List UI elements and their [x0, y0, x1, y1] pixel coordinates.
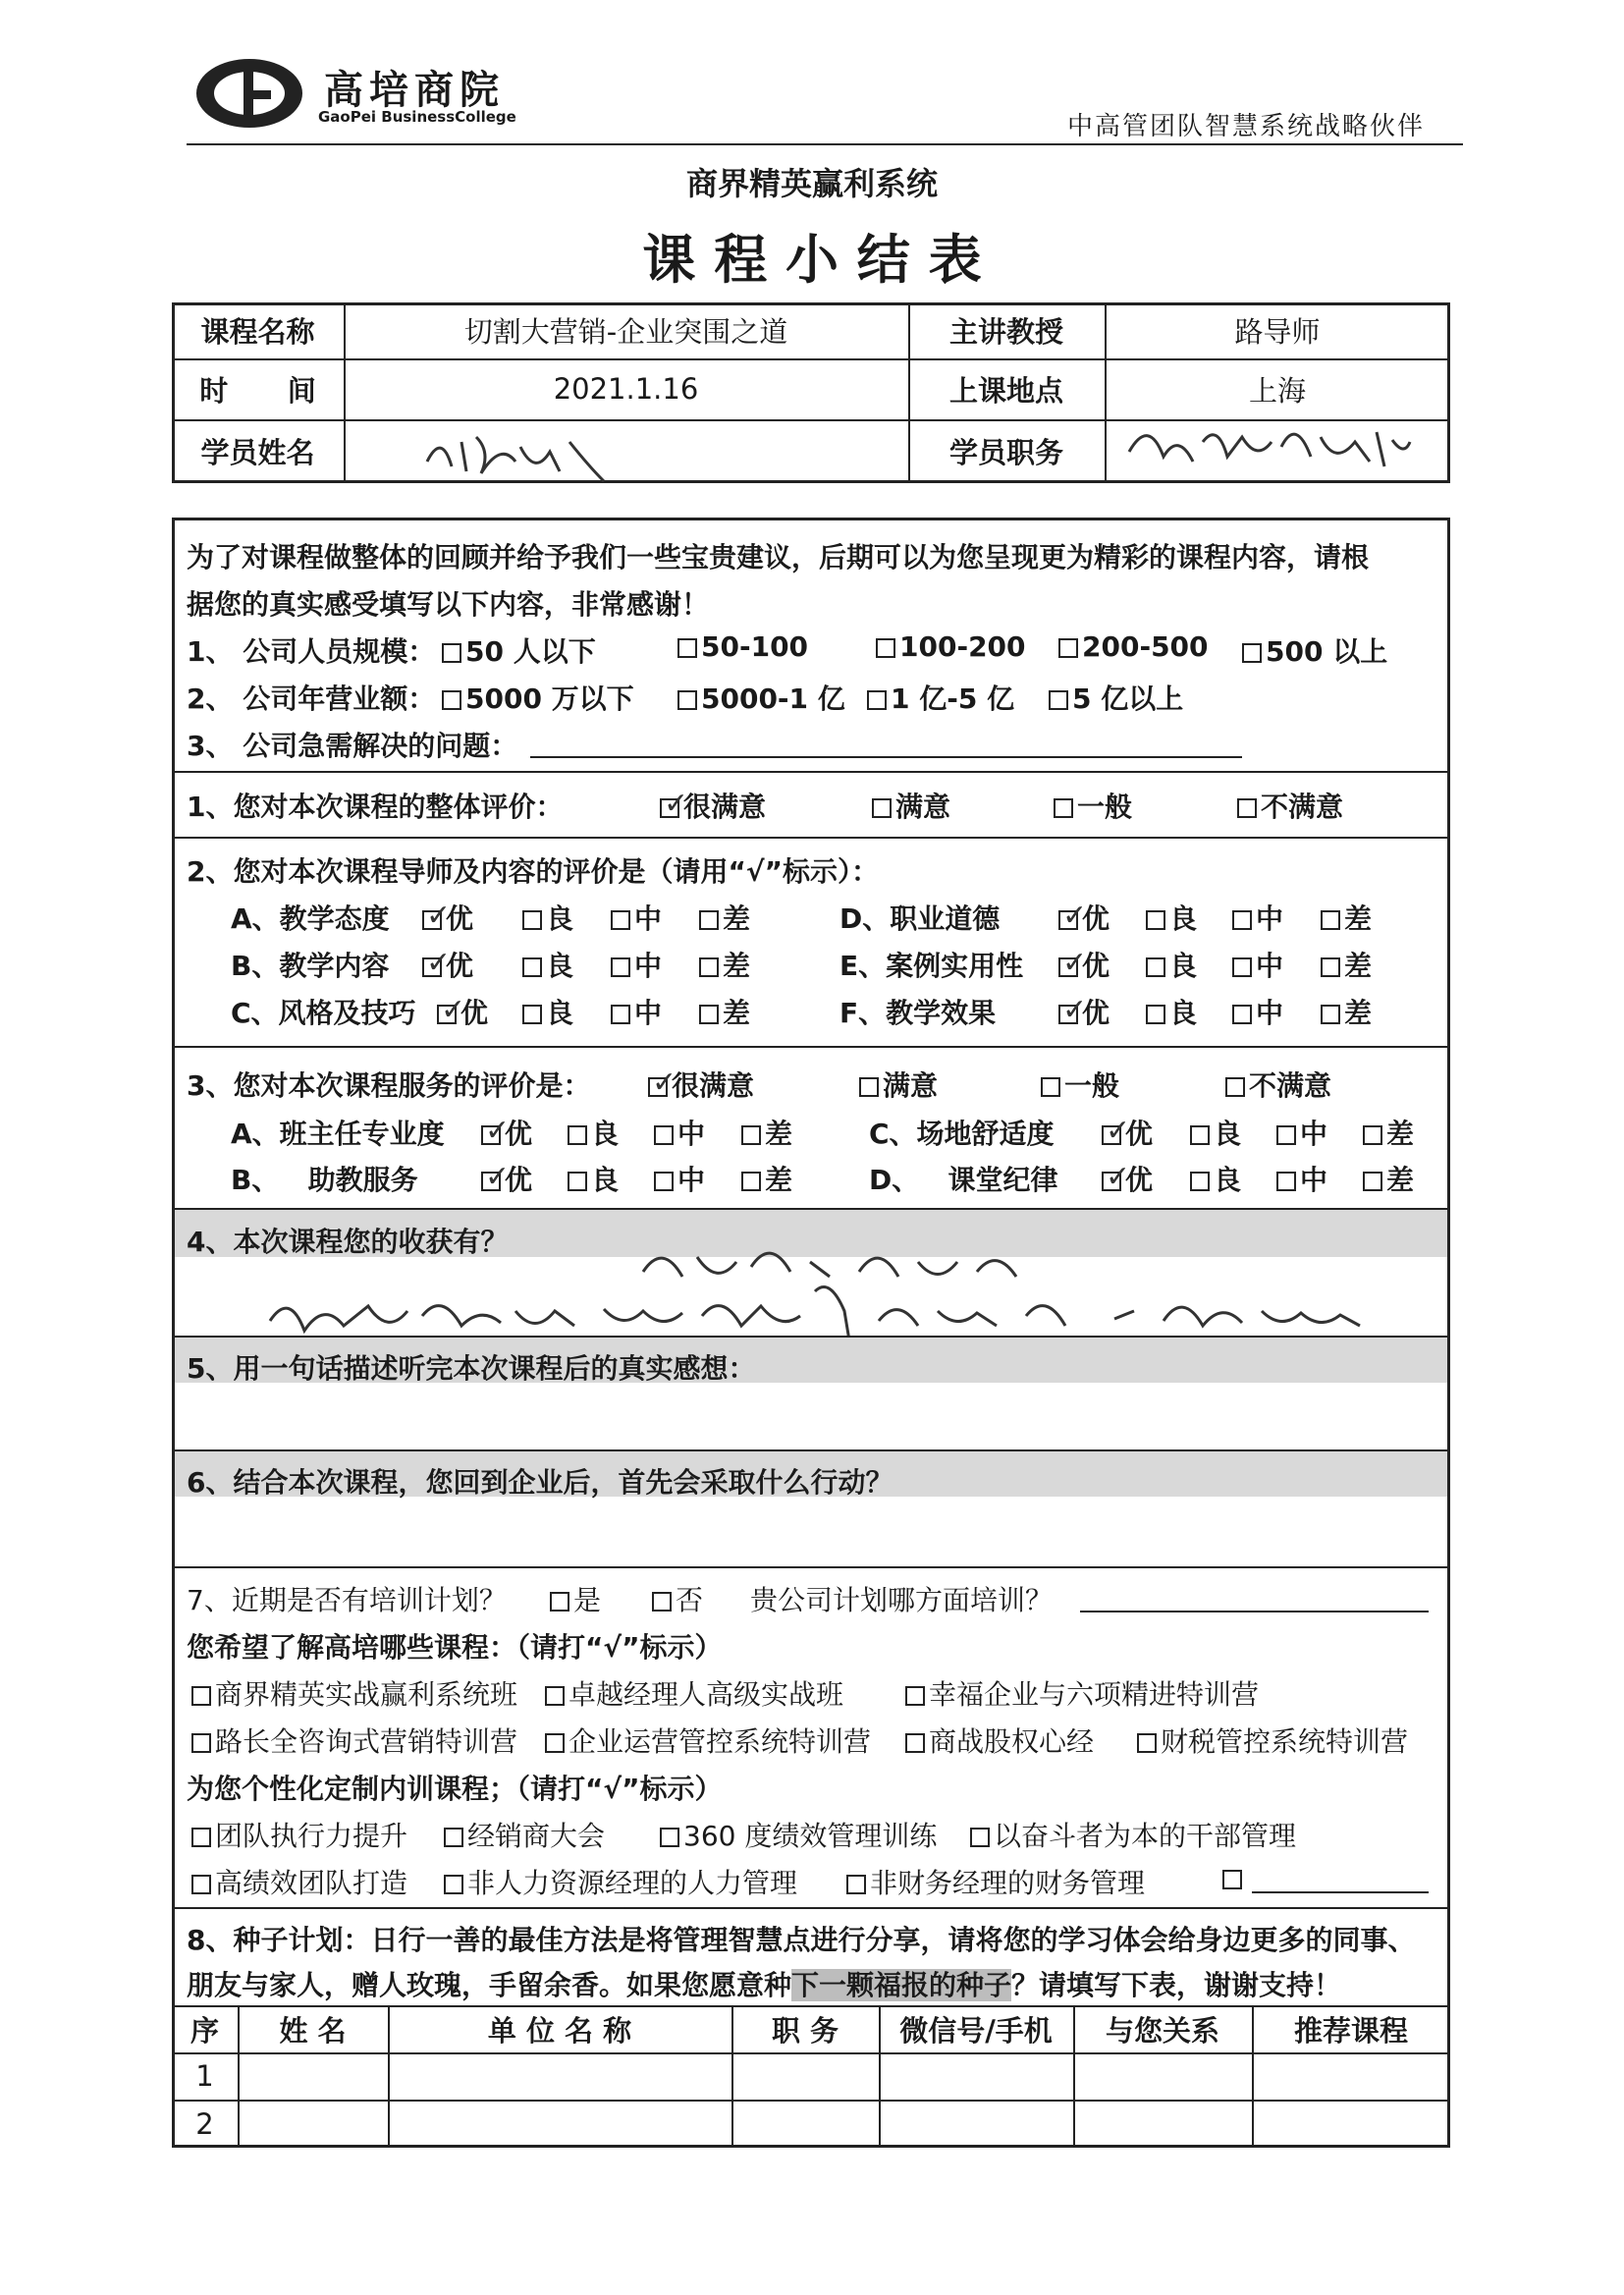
custom-course-other-line[interactable]	[1252, 1891, 1429, 1893]
grade-option[interactable]: 中	[611, 898, 662, 937]
checkbox[interactable]	[1049, 690, 1068, 710]
s1-option[interactable]: 一般	[1054, 786, 1132, 825]
checkbox[interactable]	[1232, 1005, 1252, 1024]
checkbox[interactable]	[1041, 1077, 1060, 1097]
checkbox[interactable]	[1058, 638, 1078, 658]
checkbox[interactable]	[1146, 957, 1165, 977]
checkbox[interactable]	[522, 1005, 542, 1024]
grade-option[interactable]: 中	[1276, 1113, 1327, 1152]
s1-option[interactable]: 满意	[872, 786, 950, 825]
seed-col-company: 单 位 名 称	[487, 2013, 632, 2048]
seed-col-relation: 与您关系	[1105, 2013, 1219, 2048]
grade-option[interactable]: ✓优	[481, 1113, 532, 1152]
grade-option[interactable]: ✓优	[437, 992, 488, 1031]
checkbox[interactable]	[872, 798, 892, 818]
grade-option[interactable]: ✓优	[1102, 1159, 1153, 1198]
checkbox[interactable]	[191, 1733, 211, 1753]
grade-option[interactable]: 差	[699, 992, 750, 1031]
checkbox[interactable]	[1190, 1172, 1210, 1191]
custom-course-option[interactable]: 团队执行力提升	[191, 1815, 407, 1854]
s2-right-item: F、教学效果	[839, 997, 997, 1029]
grade-option[interactable]: 中	[1232, 898, 1283, 937]
custom-course-option[interactable]: 360 度绩效管理训练	[660, 1815, 937, 1854]
checkbox[interactable]	[677, 638, 697, 658]
checkbox[interactable]	[444, 1875, 463, 1894]
s3-right-item: D、 课堂纪律	[869, 1164, 1058, 1196]
custom-course-option[interactable]: 非财务经理的财务管理	[846, 1862, 1145, 1901]
checkbox-checked[interactable]	[481, 1125, 501, 1145]
size-option[interactable]: 500 以上	[1242, 630, 1387, 670]
grade-option[interactable]: ✓优	[1058, 992, 1110, 1031]
grade-option[interactable]: ✓优	[1058, 945, 1110, 984]
checkbox-checked[interactable]	[422, 910, 442, 930]
checkbox[interactable]	[741, 1125, 761, 1145]
grade-option[interactable]: ✓优	[1102, 1113, 1153, 1152]
grade-option[interactable]: 良	[1146, 992, 1197, 1031]
intro-line-1: 为了对课程做整体的回顾并给予我们一些宝贵建议，后期可以为您呈现更为精彩的课程内容，请根	[187, 541, 1370, 574]
grade-option[interactable]: 差	[699, 945, 750, 984]
course-option[interactable]: 企业运营管控系统特训营	[545, 1721, 871, 1760]
checkbox-checked[interactable]	[437, 1005, 457, 1024]
plan-question: 贵公司计划哪方面培训？	[750, 1584, 1054, 1616]
logo	[194, 57, 304, 130]
grade-option[interactable]: 中	[1232, 992, 1283, 1031]
grade-option[interactable]: ✓优	[422, 945, 473, 984]
grade-option[interactable]: 良	[1146, 898, 1197, 937]
checkbox[interactable]	[846, 1875, 866, 1894]
seed-col-recommend: 推荐课程	[1293, 2013, 1408, 2048]
custom-course-option[interactable]: 经销商大会	[444, 1815, 605, 1854]
intro-line-2: 据您的真实感受填写以下内容，非常感谢！	[187, 588, 710, 621]
checkbox[interactable]	[859, 1077, 879, 1097]
s3-option[interactable]: 一般	[1041, 1065, 1119, 1104]
revenue-option[interactable]: 5 亿以上	[1049, 678, 1183, 717]
checkbox-checked[interactable]	[648, 1077, 668, 1097]
custom-course-option[interactable]: 非人力资源经理的人力管理	[444, 1862, 797, 1901]
plan-answer-line[interactable]	[1080, 1611, 1429, 1612]
q-company-revenue-label: 2、 公司年营业额：	[187, 683, 436, 715]
grade-option[interactable]: 中	[654, 1159, 705, 1198]
checkbox[interactable]	[1321, 1005, 1340, 1024]
revenue-option[interactable]: 1 亿-5 亿	[867, 678, 1014, 717]
size-option[interactable]: 200-500	[1058, 630, 1209, 663]
s5-label: 5、用一句话描述听完本次课程后的真实感想：	[187, 1352, 756, 1385]
checkbox[interactable]	[442, 643, 461, 663]
course-option[interactable]: 财税管控系统特训营	[1137, 1721, 1408, 1760]
course-option[interactable]: 路长全咨询式营销特训营	[191, 1721, 517, 1760]
course-option[interactable]: 卓越经理人高级实战班	[545, 1673, 843, 1713]
seed-row-index: 2	[195, 2106, 214, 2141]
grade-option[interactable]: 中	[1276, 1159, 1327, 1198]
checkbox[interactable]	[876, 638, 895, 658]
seed-col-position: 职 务	[771, 2013, 839, 2048]
checkbox[interactable]	[1054, 798, 1073, 818]
checkbox[interactable]	[905, 1686, 925, 1706]
custom-course-option-other[interactable]	[1222, 1862, 1246, 1894]
checkbox[interactable]	[654, 1172, 674, 1191]
urgent-problem-line[interactable]	[530, 756, 1242, 758]
course-option[interactable]: 商战股权心经	[905, 1721, 1094, 1760]
checkbox[interactable]	[1190, 1125, 1210, 1145]
grade-option[interactable]: ✓优	[1058, 898, 1110, 937]
s3-left-item: A、班主任专业度	[231, 1118, 445, 1150]
slogan: 中高管团队智慧系统战略伙伴	[1067, 112, 1426, 141]
seed-col-name: 姓 名	[279, 2013, 347, 2048]
s3-label: 3、您对本次课程服务的评价是：	[187, 1069, 591, 1102]
q-urgent-problem-label: 3、 公司急需解决的问题：	[187, 730, 518, 762]
s8-line-1: 8、种子计划：日行一善的最佳方法是将管理智慧点进行分享，请将您的学习体会给身边更多的同事、	[187, 1924, 1416, 1956]
course-option[interactable]: 幸福企业与六项精进特训营	[905, 1673, 1259, 1713]
logo-mark-icon	[194, 57, 304, 130]
s6-label: 6、结合本次课程，您回到企业后，首先会采取什么行动？	[187, 1466, 893, 1499]
grade-option[interactable]: 中	[611, 992, 662, 1031]
grade-option[interactable]: 良	[1146, 945, 1197, 984]
checkbox-checked[interactable]	[422, 957, 442, 977]
revenue-option[interactable]: 5000-1 亿	[677, 678, 845, 717]
checkbox[interactable]	[660, 1828, 679, 1847]
size-option[interactable]: 50 人以下	[442, 630, 596, 670]
s3-left-item: B、 助教服务	[231, 1164, 418, 1196]
checkbox[interactable]	[677, 690, 697, 710]
checkbox[interactable]	[191, 1686, 211, 1706]
system-title: 商界精英赢利系统	[685, 165, 938, 202]
checkbox[interactable]	[699, 910, 719, 930]
grade-option[interactable]: 差	[741, 1159, 792, 1198]
s3-option[interactable]: 满意	[859, 1065, 938, 1104]
grade-option[interactable]: 中	[611, 945, 662, 984]
size-option[interactable]: 100-200	[876, 630, 1026, 663]
checkbox-checked[interactable]	[660, 798, 679, 818]
logo-english-name: GaoPei BusinessCollege	[318, 108, 516, 126]
student-name-label: 学员姓名	[200, 436, 315, 469]
grade-option[interactable]: 差	[1321, 945, 1372, 984]
s7-label: 7、近期是否有培训计划？	[187, 1584, 507, 1616]
s1-label: 1、您对本次课程的整体评价：	[187, 791, 564, 823]
checkbox[interactable]	[1137, 1733, 1157, 1753]
checkbox[interactable]	[867, 690, 887, 710]
header-divider	[187, 143, 1463, 145]
s1-option[interactable]: 不满意	[1237, 786, 1343, 825]
student-position-label: 学员职务	[948, 436, 1063, 469]
grade-option[interactable]: ✓优	[422, 898, 473, 937]
checkbox[interactable]	[1321, 910, 1340, 930]
checkbox[interactable]	[1237, 798, 1257, 818]
lecturer-label: 主讲教授	[948, 315, 1063, 349]
grade-option[interactable]: 差	[1363, 1159, 1414, 1198]
grade-option[interactable]: 中	[654, 1113, 705, 1152]
course-option[interactable]: 商界精英实战赢利系统班	[191, 1673, 517, 1713]
grade-option[interactable]: 差	[1321, 992, 1372, 1031]
lecturer-value: 路导师	[1234, 315, 1321, 349]
grade-option[interactable]: 良	[1190, 1159, 1241, 1198]
checkbox[interactable]	[611, 910, 630, 930]
checkbox[interactable]	[191, 1875, 211, 1894]
checkbox[interactable]	[191, 1828, 211, 1847]
s3-option[interactable]: ✓ 很满意	[648, 1065, 754, 1104]
grade-option[interactable]: 良	[568, 1159, 619, 1198]
checkbox[interactable]	[905, 1733, 925, 1753]
checkbox[interactable]	[611, 1005, 630, 1024]
time-label: 时 间	[199, 373, 316, 408]
custom-course-option[interactable]: 以奋斗者为本的干部管理	[970, 1815, 1296, 1854]
training-yes-option[interactable]: 是	[550, 1579, 601, 1618]
checkbox-checked[interactable]	[1058, 910, 1078, 930]
checkbox[interactable]	[522, 910, 542, 930]
grade-option[interactable]: 良	[568, 1113, 619, 1152]
seed-highlight: 下一颗福报的种子	[791, 1969, 1012, 2001]
s2-left-item: B、教学内容	[231, 950, 390, 982]
checkbox[interactable]	[545, 1686, 565, 1706]
checkbox[interactable]	[545, 1733, 565, 1753]
size-option[interactable]: 50-100	[677, 630, 808, 663]
grade-option[interactable]: 中	[1232, 945, 1283, 984]
checkbox[interactable]	[970, 1828, 990, 1847]
s2-left-item: A、教学态度	[231, 902, 390, 935]
checkbox-checked[interactable]	[481, 1172, 501, 1191]
checkbox[interactable]	[1276, 1172, 1296, 1191]
checkbox[interactable]	[1146, 910, 1165, 930]
checkbox-checked[interactable]	[1058, 957, 1078, 977]
checkbox[interactable]	[1232, 910, 1252, 930]
grade-option[interactable]: 良	[522, 992, 573, 1031]
grade-option[interactable]: 差	[1321, 898, 1372, 937]
checkbox[interactable]	[522, 957, 542, 977]
grade-option[interactable]: 良	[1190, 1113, 1241, 1152]
checkbox[interactable]	[699, 1005, 719, 1024]
seed-col-contact: 微信号/手机	[899, 2013, 1053, 2048]
place-value: 上海	[1248, 373, 1306, 408]
checkbox[interactable]	[1232, 957, 1252, 977]
student-position-handwriting	[1119, 412, 1414, 481]
custom-courses-label: 为您个性化定制内训课程；（请打“√”标示）	[187, 1773, 723, 1805]
s8-line-2: 朋友与家人，赠人玫瑰，手留余香。如果您愿意种下一颗福报的种子？请填写下表，谢谢支持！	[187, 1969, 1342, 2001]
s2-left-item: C、风格及技巧	[231, 997, 416, 1029]
s2-right-item: D、职业道德	[839, 902, 1001, 935]
courses-label: 您希望了解高培哪些课程：（请打“√”标示）	[187, 1631, 723, 1664]
checkbox-checked[interactable]	[1102, 1125, 1121, 1145]
checkbox[interactable]	[550, 1592, 569, 1612]
course-name-value: 切割大营销-企业突围之道	[463, 315, 788, 349]
checkbox[interactable]	[1363, 1172, 1382, 1191]
seed-col-index: 序	[189, 2013, 219, 2048]
grade-option[interactable]: ✓优	[481, 1159, 532, 1198]
seed-row-index: 1	[195, 2059, 214, 2093]
s3-option[interactable]: 不满意	[1225, 1065, 1331, 1104]
checkbox-checked[interactable]	[1102, 1172, 1121, 1191]
checkbox[interactable]	[699, 957, 719, 977]
grade-option[interactable]: 良	[522, 898, 573, 937]
checkbox[interactable]	[654, 1125, 674, 1145]
s1-option[interactable]: ✓ 很满意	[660, 786, 766, 825]
s2-label: 2、您对本次课程导师及内容的评价是（请用“√”标示）：	[187, 855, 879, 888]
checkbox[interactable]	[1222, 1870, 1242, 1889]
s4-label: 4、本次课程您的收获有？	[187, 1226, 509, 1258]
s2-right-item: E、案例实用性	[839, 950, 1024, 982]
checkbox[interactable]	[1276, 1125, 1296, 1145]
student-name-signature	[422, 422, 619, 485]
checkbox[interactable]	[1146, 1005, 1165, 1024]
revenue-option[interactable]: 5000 万以下	[442, 678, 634, 717]
checkbox[interactable]	[444, 1828, 463, 1847]
checkbox[interactable]	[741, 1172, 761, 1191]
grade-option[interactable]: 差	[699, 898, 750, 937]
checkbox[interactable]	[1363, 1125, 1382, 1145]
place-label: 上课地点	[948, 373, 1063, 408]
checkbox[interactable]	[1225, 1077, 1245, 1097]
time-value: 2021.1.16	[553, 372, 699, 406]
logo-chinese-name: 高培商院	[324, 67, 505, 113]
grade-option[interactable]: 差	[1363, 1113, 1414, 1152]
checkbox[interactable]	[1321, 957, 1340, 977]
checkbox[interactable]	[568, 1172, 587, 1191]
checkbox[interactable]	[611, 957, 630, 977]
checkbox[interactable]	[568, 1125, 587, 1145]
checkbox-checked[interactable]	[1058, 1005, 1078, 1024]
checkbox[interactable]	[1242, 643, 1262, 663]
grade-option[interactable]: 差	[741, 1113, 792, 1152]
course-name-label: 课程名称	[200, 315, 315, 349]
checkbox[interactable]	[442, 690, 461, 710]
q-company-size-label: 1、 公司人员规模：	[187, 635, 436, 668]
s3-right-item: C、场地舒适度	[869, 1118, 1055, 1150]
checkbox[interactable]	[652, 1592, 672, 1612]
custom-course-option[interactable]: 高绩效团队打造	[191, 1862, 407, 1901]
page-title: 课 程 小 结 表	[642, 228, 982, 291]
grade-option[interactable]: 良	[522, 945, 573, 984]
training-no-option[interactable]: 否	[652, 1579, 703, 1618]
